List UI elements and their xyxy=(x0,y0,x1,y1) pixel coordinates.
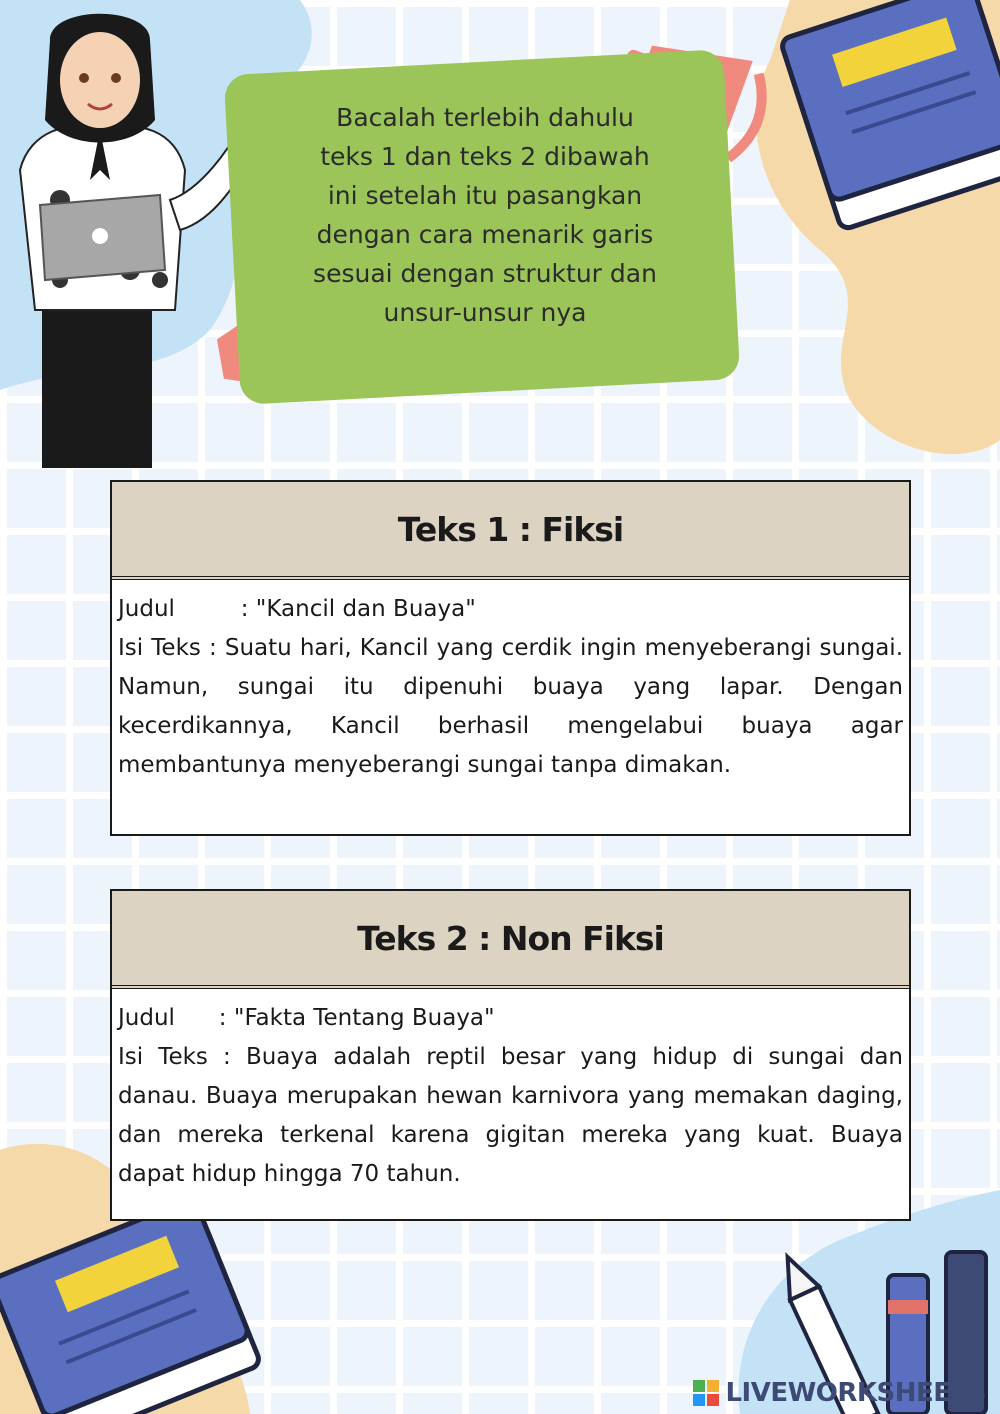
title-value: "Fakta Tentang Buaya" xyxy=(233,1005,495,1031)
title-label: Judul : xyxy=(118,596,256,622)
content-row xyxy=(118,1038,903,1194)
table-heading: Teks 1 : Fiksi xyxy=(397,509,624,549)
text-table-fiction xyxy=(110,480,911,836)
content-value: Suatu hari, Kancil yang cerdik ingin menyeberangi sungai. Namun, sungai itu dipenuhi buaya yang lapar. Dengan kecerdikannya, Kancil berhasil mengelabui buaya agar membantunya menyeberangi sungai tanpa dimakan. xyxy=(118,635,904,778)
content-row xyxy=(118,629,903,785)
content-label: Isi Teks : xyxy=(118,1044,246,1070)
title-value: "Kancil dan Buaya" xyxy=(255,596,476,622)
liveworksheets-watermark xyxy=(693,1378,986,1408)
content-value: Buaya adalah reptil besar yang hidup di sungai dan danau. Buaya merupakan hewan karnivora yang memakan daging, dan mereka terkenal karena gigitan mereka yang kuat. Buaya dapat hidup hingga 70 tahun. xyxy=(118,1044,903,1187)
liveworksheets-logo-icon xyxy=(693,1380,719,1406)
table-header xyxy=(112,891,909,989)
instruction-text: Bacalah terlebih dahulu teks 1 dan teks 2 dibawah ini setelah itu pasangkan dengan cara menarik garis sesuai dengan struktur dan unsur-unsur nya xyxy=(313,103,657,327)
table-heading: Teks 2 : Non Fiksi xyxy=(357,918,664,958)
title-row xyxy=(118,590,903,629)
table-body xyxy=(112,989,909,1194)
content-label: Isi Teks : xyxy=(118,635,225,661)
table-header xyxy=(112,482,909,580)
title-row xyxy=(118,999,903,1038)
table-body xyxy=(112,580,909,785)
title-label: Judul : xyxy=(118,1005,234,1031)
watermark-text: LIVEWORKSHEETS xyxy=(725,1378,986,1408)
text-table-nonfiction xyxy=(110,889,911,1221)
